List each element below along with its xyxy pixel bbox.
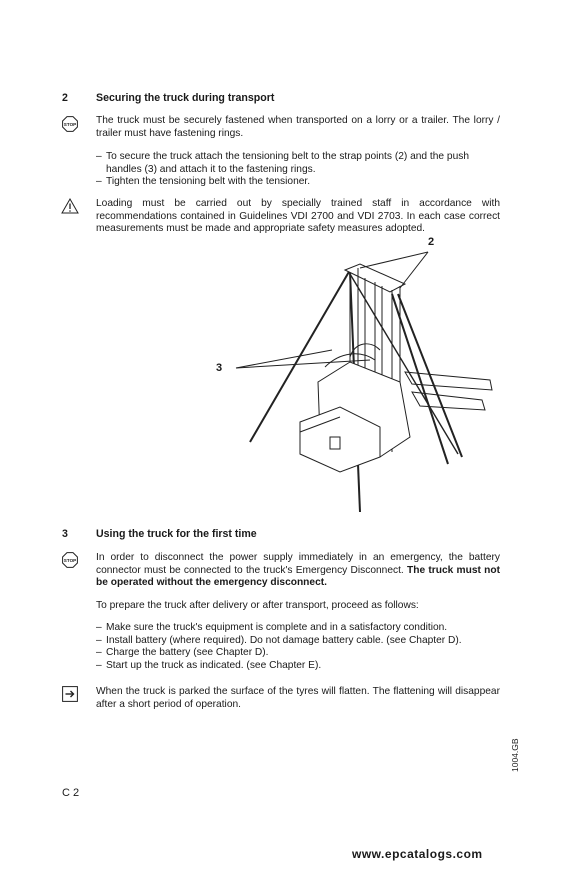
section-3-number: 3 <box>62 528 68 540</box>
list-item: – Tighten the tensioning belt with the tensioner. <box>96 176 311 188</box>
list-item: – To secure the truck attach the tensioning belt to the strap points (2) and the push handles (3) and attach it to the fastening rings. <box>96 151 470 175</box>
section-2-title: Securing the truck during transport <box>96 92 275 104</box>
truck-lashing-figure <box>200 232 500 512</box>
callout-2: 2 <box>428 236 435 248</box>
section-3-intro: To prepare the truck after delivery or after transport, proceed as follows: <box>96 600 419 611</box>
section-2-warning-text: Loading must be carried out by specially trained staff in accordance with recommendations contained in Guidelines VDI 2700 and VDI 2703. In each case correct measurements must be made and appropriate safety measures adopted. <box>96 198 500 235</box>
stop-sign-icon <box>62 552 78 573</box>
footer-url: www.epcatalogs.com <box>352 847 483 861</box>
list-item: – Install battery (where required). Do not damage battery cable. (see Chapter D). <box>96 634 462 646</box>
section-2-stop-text: The truck must be securely fastened when transported on a lorry or a trailer. The lorry / trailer must have fastening rings. <box>96 115 500 139</box>
section-3-stop-text: In order to disconnect the power supply immediately in an emergency, the battery connector must be connected to the truck's Emergency Disconnect. The truck must not be operated without the emergency disconnect. <box>96 552 500 589</box>
stop-sign-icon <box>62 116 78 137</box>
stop-label: STOP <box>63 122 77 127</box>
arrow-note-icon <box>62 686 78 707</box>
section-3-note-text: When the truck is parked the surface of the tyres will flatten. The flattening will disappear after a short period of operation. <box>96 686 500 710</box>
list-item: – Start up the truck as indicated. (see Chapter E). <box>96 659 322 671</box>
section-3-title: Using the truck for the first time <box>96 528 257 540</box>
warning-triangle-icon <box>61 198 79 219</box>
list-item: – Charge the battery (see Chapter D). <box>96 647 269 659</box>
margin-code: 1004.GB <box>510 738 520 772</box>
list-item: – Make sure the truck's equipment is complete and in a satisfactory condition. <box>96 622 448 633</box>
page-number: C 2 <box>62 787 80 799</box>
section-2-bullet-list <box>96 151 500 189</box>
callout-3: 3 <box>216 362 223 374</box>
section-3-bullet-list <box>96 622 500 672</box>
stop-label: STOP <box>63 558 77 563</box>
section-2-number: 2 <box>62 92 68 104</box>
